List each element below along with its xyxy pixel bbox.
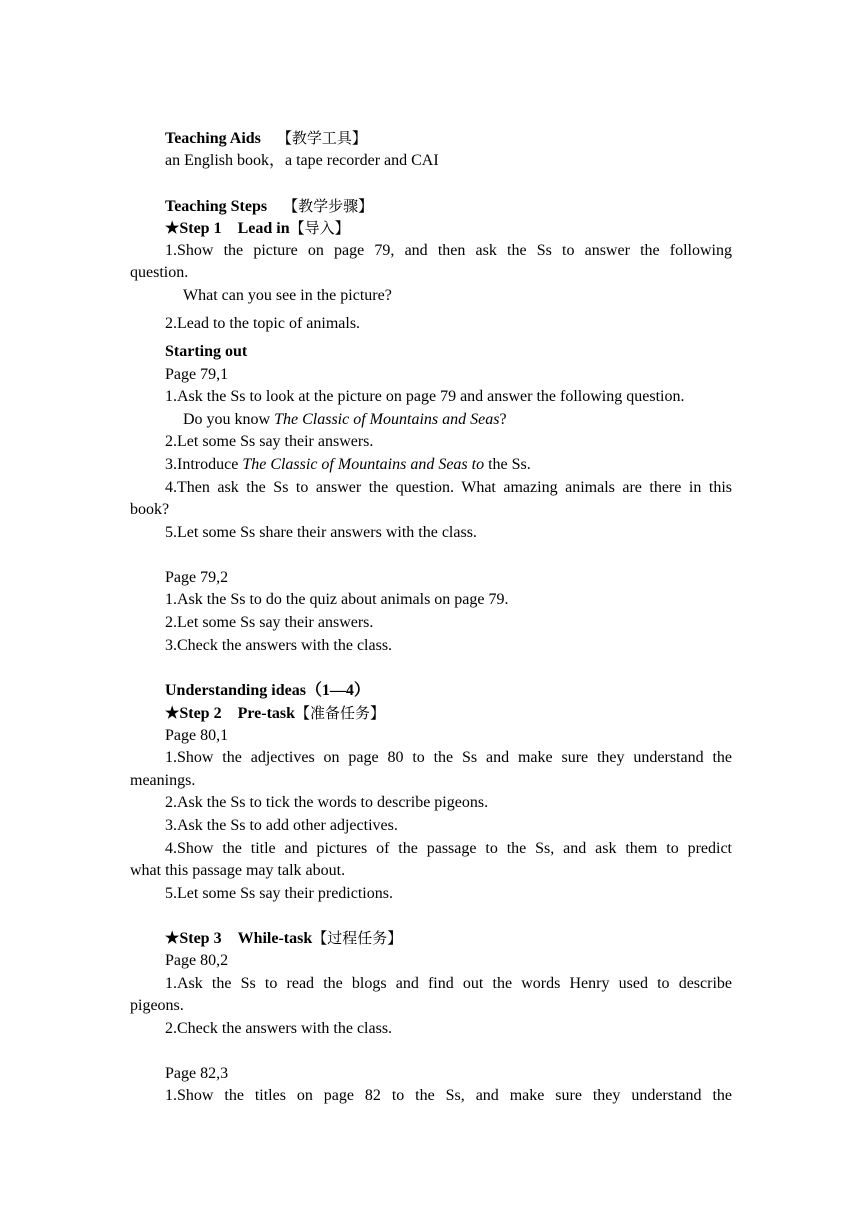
starting-out-p2-item1: 1.Ask the Ss to do the quiz about animals on page 79.: [165, 591, 509, 608]
starting-out-p2-item3: 3.Check the answers with the class.: [165, 637, 393, 654]
teaching-steps-heading: [165, 195, 732, 219]
starting-out-page1: Page 79,1: [165, 366, 229, 383]
step3-p1-item2: 2.Check the answers with the class.: [165, 1020, 393, 1037]
step1-item1-line2: question.: [130, 264, 189, 281]
step1-question: What can you see in the picture?: [183, 287, 392, 304]
teaching-aids-heading-cn: 【教学工具】: [276, 129, 367, 147]
teaching-steps-heading-en: Teaching Steps: [165, 198, 268, 215]
step3-heading-cn: 【过程任务】: [312, 929, 403, 947]
step2-item1-line2: meanings.: [130, 772, 196, 789]
step1-item2: 2.Lead to the topic of animals.: [165, 315, 361, 332]
step3-page2: Page 82,3: [165, 1065, 229, 1082]
teaching-aids-heading: [165, 127, 732, 151]
step3-p2-item1-line1: 1.Show the titles on page 82 to the Ss, and make sure they understand the: [165, 1087, 732, 1104]
step3-heading-en: ★Step 3 While-task: [165, 930, 313, 947]
starting-out-p1-item3-pre: 3.Introduce: [165, 456, 243, 473]
step2-item1-line1: 1.Show the adjectives on page 80 to the Ss and make sure they understand the: [165, 749, 732, 766]
teaching-steps-heading-cn: 【教学步骤】: [283, 197, 374, 215]
step2-page: Page 80,1: [165, 727, 229, 744]
starting-out-p1-item5: 5.Let some Ss share their answers with the class.: [165, 524, 477, 541]
step2-item4-line1: 4.Show the title and pictures of the passage to the Ss, and ask them to predict: [165, 840, 732, 857]
starting-out-p1-item2: 2.Let some Ss say their answers.: [165, 433, 374, 450]
step2-item3: 3.Ask the Ss to add other adjectives.: [165, 817, 398, 834]
starting-out-p2-item2: 2.Let some Ss say their answers.: [165, 614, 374, 631]
step2-heading-cn: 【准备任务】: [295, 704, 386, 722]
starting-out-p1-q-pre: Do you know: [183, 411, 275, 428]
step2-item2: 2.Ask the Ss to tick the words to describe pigeons.: [165, 794, 489, 811]
step3-p1-item1-line2: pigeons.: [130, 997, 184, 1014]
starting-out-p1-item1: 1.Ask the Ss to look at the picture on page 79 and answer the following question.: [165, 388, 685, 405]
starting-out-p1-item4-line1: 4.Then ask the Ss to answer the question. What amazing animals are there in this: [165, 479, 732, 496]
starting-out-page2: Page 79,2: [165, 569, 229, 586]
step3-p1-item1-line1: 1.Ask the Ss to read the blogs and find out the words Henry used to describe: [165, 975, 732, 992]
step1-heading: [165, 217, 732, 241]
step1-heading-cn: 【导入】: [289, 219, 350, 237]
step2-heading: [165, 702, 732, 726]
book-title-2: The Classic of Mountains and Seas to: [242, 456, 485, 473]
starting-out-p1-q-post: ?: [499, 411, 507, 428]
step2-heading-en: ★Step 2 Pre-task: [165, 705, 296, 722]
understanding-heading: Understanding ideas（1—4）: [165, 682, 370, 699]
teaching-aids-text: an English book，a tape recorder and CAI: [165, 152, 439, 169]
starting-out-p1-item4-line2: book?: [130, 501, 170, 518]
step2-item5: 5.Let some Ss say their predictions.: [165, 885, 393, 902]
starting-out-p1-question: [183, 409, 732, 432]
step3-heading: [165, 927, 732, 951]
book-title: The Classic of Mountains and Seas: [274, 411, 500, 428]
starting-out-p1-item3-post: the Ss.: [484, 456, 531, 473]
starting-out-heading: Starting out: [165, 343, 248, 360]
starting-out-p1-item3: [165, 454, 732, 477]
step1-heading-en: ★Step 1 Lead in: [165, 220, 290, 237]
step3-page1: Page 80,2: [165, 952, 229, 969]
teaching-aids-heading-en: Teaching Aids: [165, 130, 261, 147]
step1-item1-line1: 1.Show the picture on page 79, and then ask the Ss to answer the following: [165, 242, 732, 259]
step2-item4-line2: what this passage may talk about.: [130, 862, 346, 879]
